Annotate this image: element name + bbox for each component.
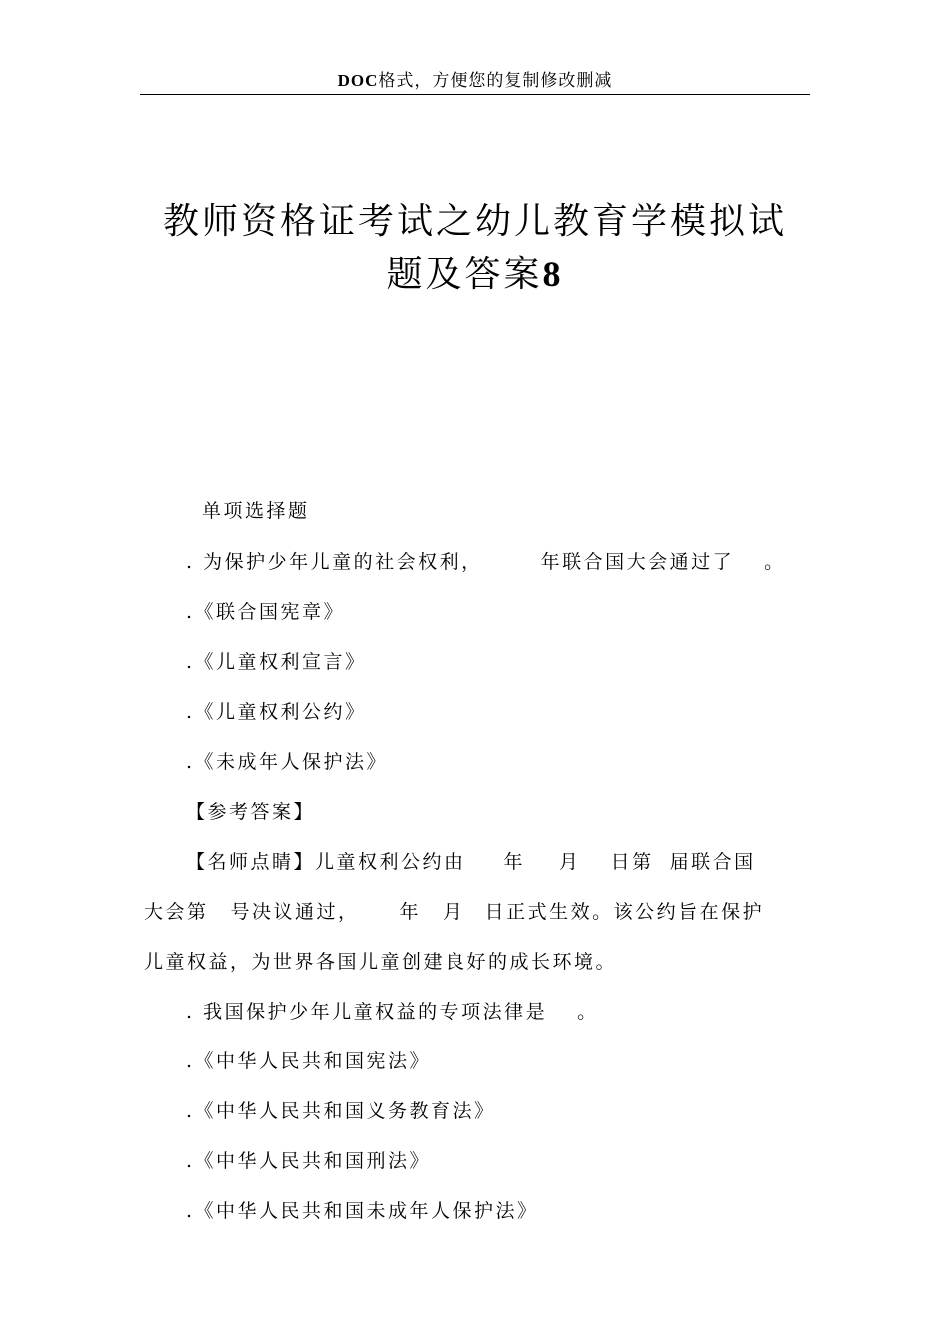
page-header <box>140 66 810 91</box>
section-heading: 单项选择题 <box>202 500 310 522</box>
explain-l1-part-3: 月 <box>559 851 581 873</box>
explain-l1-part-4: 日第 <box>610 851 654 873</box>
explain-l1-part-5: 届联合国 <box>669 851 756 873</box>
q2-stem <box>186 997 599 1024</box>
q1-stem <box>186 547 786 574</box>
q2-stem-part-2: 。 <box>577 1001 599 1023</box>
q2-option-c: .《中华人民共和国刑法》 <box>186 1150 432 1172</box>
q2-option-d: .《中华人民共和国未成年人保护法》 <box>186 1200 539 1222</box>
explain-l2-part-5: 日正式生效。该公约旨在保护 <box>484 901 765 923</box>
q2-option-a: .《中华人民共和国宪法》 <box>186 1050 432 1072</box>
title-number: 8 <box>542 254 564 294</box>
header-divider <box>140 94 810 95</box>
q1-option-b: .《儿童权利宣言》 <box>186 651 367 673</box>
q1-explanation-line-3: 儿童权益，为世界各国儿童创建良好的成长环境。 <box>144 951 618 973</box>
q1-answer-label: 【参考答案】 <box>186 801 316 823</box>
explain-l2-part-1: 大会第 <box>144 901 209 923</box>
title-line-2-text: 题及答案 <box>386 254 543 295</box>
explain-l2-part-4: 月 <box>443 901 465 923</box>
header-text: 格式，方便您的复制修改删减 <box>378 71 613 91</box>
explain-label: 【名师点睛】 <box>186 851 316 873</box>
q2-stem-part-1: . 我国保护少年儿童权益的专项法律是 <box>186 1001 548 1023</box>
explain-l1-part-1: 儿童权利公约由 <box>315 851 466 873</box>
q1-option-d: .《未成年人保护法》 <box>186 751 389 773</box>
q1-stem-part-3: 。 <box>764 551 786 573</box>
q1-option-c: .《儿童权利公约》 <box>186 701 367 723</box>
explain-l2-part-3: 年 <box>399 901 422 923</box>
header-doc-label: DOC <box>337 71 379 90</box>
q1-explanation-line-2 <box>144 897 764 924</box>
q1-option-a: .《联合国宪章》 <box>186 601 346 623</box>
q1-explanation-line-1 <box>186 847 756 874</box>
title-line-1: 教师资格证考试之幼儿教育学模拟试 <box>162 201 787 242</box>
explain-l2-part-2: 号决议通过， <box>230 901 360 923</box>
explain-l1-part-2: 年 <box>503 851 526 873</box>
document-title <box>150 196 800 301</box>
q1-stem-part-2: 年联合国大会通过了 <box>540 551 735 573</box>
title-line-2 <box>150 248 800 301</box>
q2-option-b: .《中华人民共和国义务教育法》 <box>186 1100 496 1122</box>
q1-stem-part-1: . 为保护少年儿童的社会权利， <box>186 551 483 573</box>
